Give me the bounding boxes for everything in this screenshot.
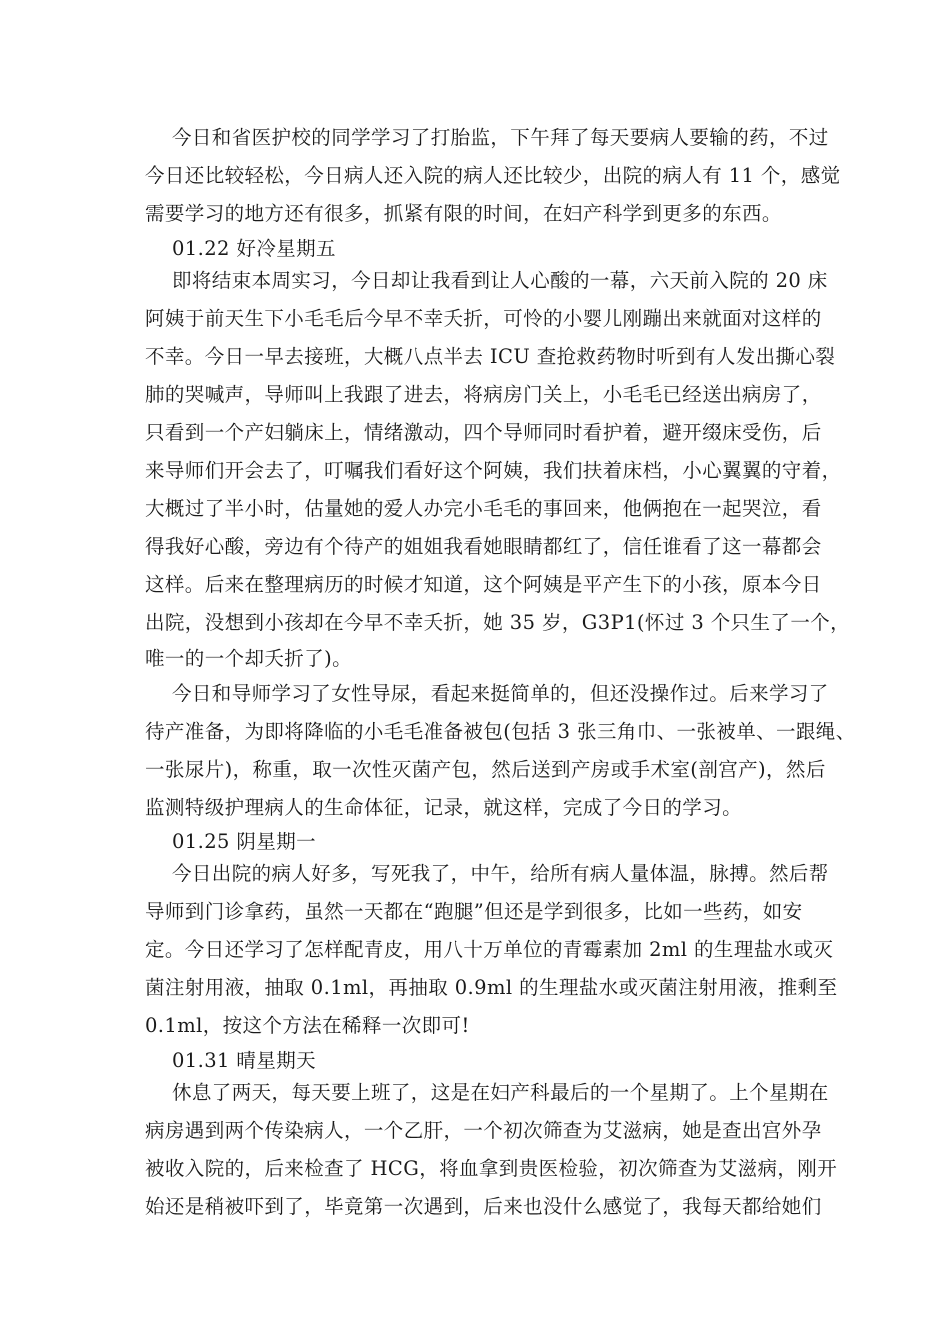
date-heading: 01.22 好冷星期五 (172, 237, 336, 260)
paragraph-line: 大概过了半小时，估量她的爱人办完小毛毛的事回来，他俩抱在一起哭泣，看 (145, 497, 822, 520)
paragraph-line: 出院，没想到小孩却在今早不幸夭折，她 35 岁，G3P1(怀过 3 个只生了一个， (145, 611, 851, 634)
date-heading: 01.25 阴星期一 (172, 830, 317, 853)
paragraph-line: 监测特级护理病人的生命体征，记录，就这样，完成了今日的学习。 (145, 796, 743, 819)
paragraph-line: 病房遇到两个传染病人，一个乙肝，一个初次筛查为艾滋病，她是查出宫外孕 (145, 1119, 822, 1142)
paragraph-line: 今日出院的病人好多，写死我了，中午，给所有病人量体温，脉搏。然后帮 (172, 862, 829, 885)
paragraph-line: 待产准备，为即将降临的小毛毛准备被包(包括 3 张三角巾、一张被单、一跟绳、 (145, 720, 856, 743)
paragraph-line: 不幸。今日一早去接班，大概八点半去 ICU 查抢救药物时听到有人发出撕心裂 (145, 345, 836, 368)
paragraph-line: 一张尿片)，称重，取一次性灭菌产包，然后送到产房或手术室(剖宫产)，然后 (145, 758, 826, 781)
paragraph-line: 定。今日还学习了怎样配青皮，用八十万单位的青霉素加 2ml 的生理盐水或灭 (145, 938, 834, 961)
paragraph-line: 导师到门诊拿药，虽然一天都在“跑腿”但还是学到很多，比如一些药，如安 (145, 900, 803, 923)
paragraph-line: 今日和省医护校的同学学习了打胎监，下午拜了每天要病人要输的药，不过 (172, 126, 829, 149)
paragraph-line: 始还是稍被吓到了，毕竟第一次遇到，后来也没什么感觉了，我每天都给她们 (145, 1195, 822, 1218)
paragraph-line: 需要学习的地方还有很多，抓紧有限的时间，在妇产科学到更多的东西。 (145, 202, 782, 225)
paragraph-line: 来导师们开会去了，叮嘱我们看好这个阿姨，我们扶着床档，小心翼翼的守着， (145, 459, 842, 482)
paragraph-line: 菌注射用液，抽取 0.1ml，再抽取 0.9ml 的生理盐水或灭菌注射用液，推剩至 (145, 976, 838, 999)
paragraph-line: 今日和导师学习了女性导尿，看起来挺简单的，但还没操作过。后来学习了 (172, 682, 829, 705)
paragraph-line: 肺的哭喊声，导师叫上我跟了进去，将病房门关上，小毛毛已经送出病房了， (145, 383, 822, 406)
paragraph-line: 得我好心酸，旁边有个待产的姐姐我看她眼睛都红了，信任谁看了这一幕都会 (145, 535, 822, 558)
paragraph-line: 0.1ml，按这个方法在稀释一次即可! (145, 1014, 470, 1037)
paragraph-line: 今日还比较轻松，今日病人还入院的病人还比较少，出院的病人有 11 个，感觉 (145, 164, 841, 187)
paragraph-line: 即将结束本周实习，今日却让我看到让人心酸的一幕，六天前入院的 20 床 (172, 269, 828, 292)
paragraph-line: 这样。后来在整理病历的时候才知道，这个阿姨是平产生下的小孩，原本今日 (145, 573, 822, 596)
paragraph-line: 休息了两天，每天要上班了，这是在妇产科最后的一个星期了。上个星期在 (172, 1081, 829, 1104)
paragraph-line: 只看到一个产妇躺床上，情绪激动，四个导师同时看护着，避开缀床受伤，后 (145, 421, 822, 444)
paragraph-line: 唯一的一个却夭折了)。 (145, 647, 353, 670)
date-heading: 01.31 晴星期天 (172, 1049, 317, 1072)
paragraph-line: 阿姨于前天生下小毛毛后今早不幸夭折，可怜的小婴儿刚蹦出来就面对这样的 (145, 307, 822, 330)
paragraph-line: 被收入院的，后来检查了 HCG，将血拿到贵医检验，初次筛查为艾滋病，刚开 (145, 1157, 838, 1180)
